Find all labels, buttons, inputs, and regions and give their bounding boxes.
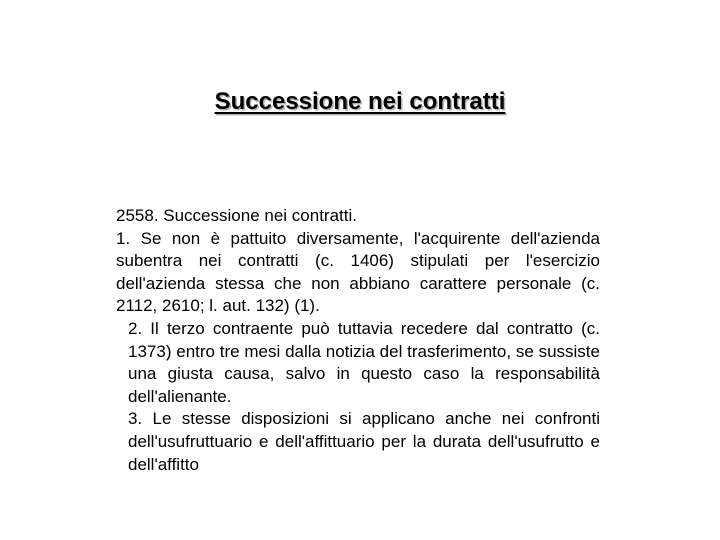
article-heading: 2558. Successione nei contratti. — [116, 206, 357, 225]
paragraph-2: 2. Il terzo contraente può tuttavia recedere dal contratto (c. 1373) entro tre mesi dalla notizia del trasferimento, se sussiste una giusta causa, salvo in questo caso la responsabilità dell'alienante. — [128, 318, 600, 406]
slide-title: Successione nei contratti — [214, 88, 506, 115]
article-text — [116, 205, 600, 476]
paragraph-1: 1. Se non è pattuito diversamente, l'acquirente dell'azienda subentra nei contratti (c. 1406) stipulati per l'esercizio dell'azienda stessa che non abbiano carattere personale (c. 2112, 2610; l. aut. 132) (1). — [116, 228, 600, 316]
paragraph-3: 3. Le stesse disposizioni si applicano anche nei confronti dell'usufruttuario e dell'affittuario per la durata dell'usufrutto e dell'affitto — [128, 409, 600, 474]
